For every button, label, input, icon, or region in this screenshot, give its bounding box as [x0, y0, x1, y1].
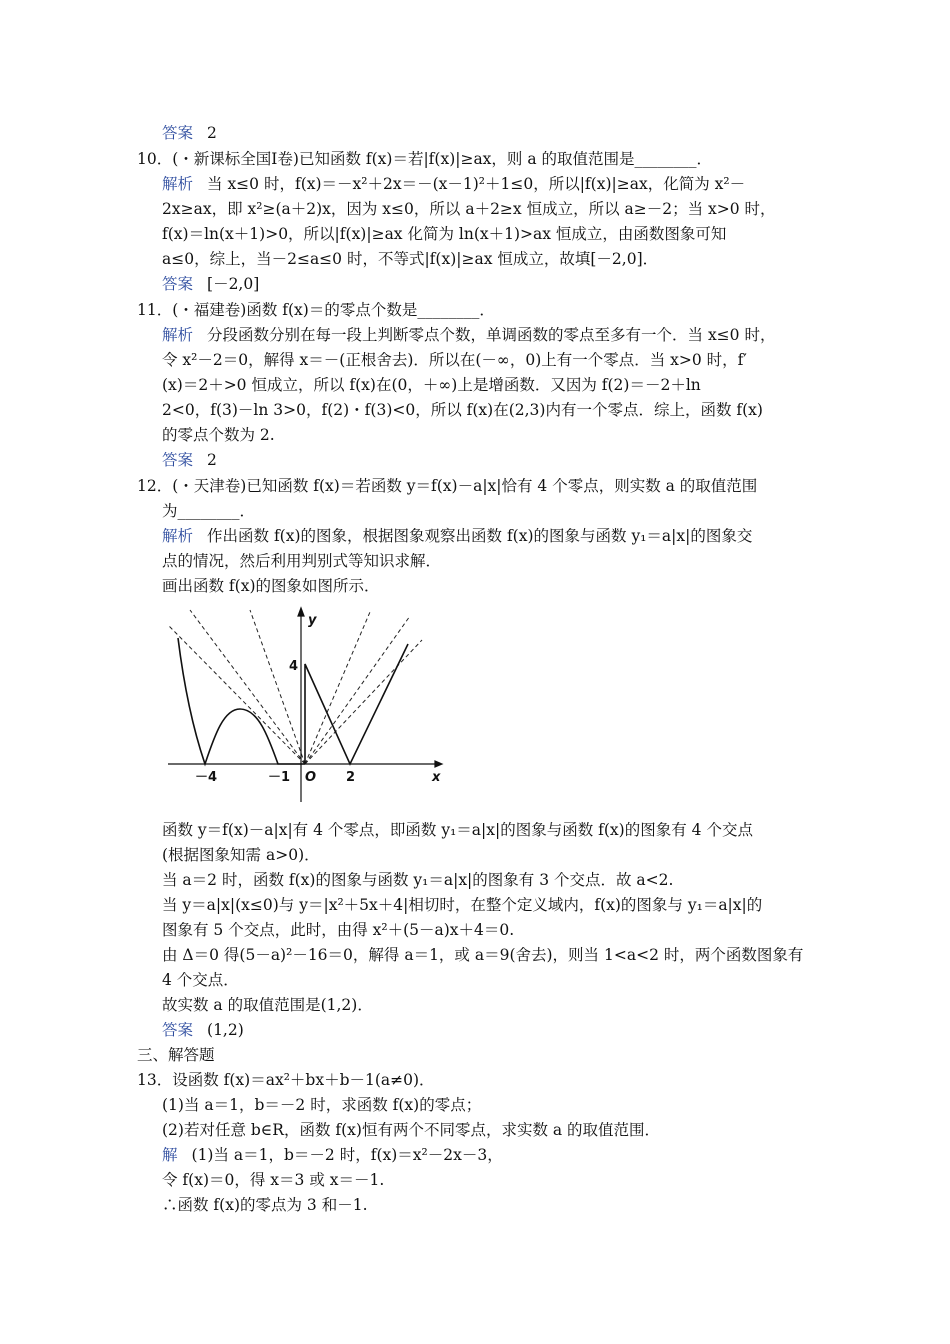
y-axis-label: y: [308, 613, 317, 628]
question-13: 13．设函数 f(x)＝ax²＋bx＋b－1(a≠0)．: [137, 1071, 435, 1089]
answer-label: 答案: [162, 124, 194, 142]
dashed-line: [169, 626, 305, 764]
solution-line: [162, 1145, 503, 1165]
answer-value: [－2,0]: [207, 275, 260, 293]
analysis-line: 2<0，f(3)－ln 3>0，f(2)・f(3)<0，所以 f(x)在(2,3)内有一个零点．综上，函数 f(x): [162, 401, 763, 419]
answer-line-q10: [162, 274, 259, 294]
dashed-line: [250, 610, 305, 764]
answer-label: 答案: [162, 275, 194, 293]
analysis-label: 解析: [162, 175, 194, 193]
answer-value: (1,2): [207, 1021, 244, 1039]
question-11: 11．(・福建卷)函数 f(x)＝的零点个数是________．: [137, 301, 495, 319]
analysis-line: [162, 526, 752, 546]
analysis-line: 图象有 5 个交点，此时，由得 x²＋(5－a)x＋4＝0.: [162, 921, 515, 939]
analysis-line: 令 x²－2＝0，解得 x＝－(正根舍去)．所以在(－∞，0)上有一个零点．当 x>0 时，f′: [162, 351, 747, 369]
dashed-line: [305, 616, 410, 764]
analysis-line: 画出函数 f(x)的图象如图所示．: [162, 577, 380, 595]
solution-line: 令 f(x)＝0，得 x＝3 或 x＝－1.: [162, 1171, 385, 1189]
analysis-line: 函数 y＝f(x)－a|x|有 4 个零点，即函数 y₁＝a|x|的图象与函数 f(x)的图象有 4 个交点: [162, 821, 753, 839]
tick-label-neg4: －4: [195, 770, 218, 785]
answer-line-q9: [162, 123, 217, 143]
solution-line: ∴函数 f(x)的零点为 3 和－1.: [162, 1196, 368, 1214]
section-heading: 三、解答题: [137, 1046, 215, 1064]
analysis-line: 故实数 a 的取值范围是(1,2)．: [162, 996, 373, 1014]
analysis-text: 作出函数 f(x)的图象，根据图象观察出函数 f(x)的图象与函数 y₁＝a|x|的图象交: [207, 527, 753, 545]
function-graph: [160, 606, 450, 808]
analysis-line: [162, 174, 745, 194]
tick-label-4: 4: [289, 659, 299, 674]
analysis-line: 由 Δ＝0 得(5－a)²－16＝0，解得 a＝1，或 a＝9(舍去)，则当 1<a<2 时，两个函数图象有: [162, 946, 804, 964]
analysis-line: a≤0，综上，当－2≤a≤0 时，不等式|f(x)|≥ax 恒成立，故填[－2,0]．: [162, 250, 659, 268]
analysis-text: 分段函数分别在每一段上判断零点个数，单调函数的零点至多有一个．当 x≤0 时，: [207, 326, 776, 344]
question-13-part1: (1)当 a＝1，b＝－2 时，求函数 f(x)的零点；: [162, 1096, 482, 1114]
analysis-line: 当 y＝a|x|(x≤0)与 y＝|x²＋5x＋4|相切时，在整个定义域内，f(x)的图象与 y₁＝a|x|的: [162, 896, 763, 914]
analysis-line: 4 个交点．: [162, 971, 239, 989]
analysis-line: 的零点个数为 2.: [162, 426, 275, 444]
analysis-label: 解析: [162, 527, 194, 545]
analysis-label: 解析: [162, 326, 194, 344]
analysis-text: 当 x≤0 时，f(x)＝－x²＋2x＝－(x－1)²＋1≤0，所以|f(x)|≥ax，化简为 x²－: [207, 175, 746, 193]
origin-label: O: [305, 770, 317, 785]
answer-line-q11: [162, 450, 217, 470]
question-13-part2: (2)若对任意 b∈R，函数 f(x)恒有两个不同零点，求实数 a 的取值范围．: [162, 1121, 661, 1139]
analysis-line: (x)＝2＋>0 恒成立，所以 f(x)在(0，＋∞)上是增函数．又因为 f(2)＝－2＋ln: [162, 376, 701, 394]
question-12-cont: 为________．: [162, 502, 256, 520]
analysis-line: [162, 325, 775, 345]
tick-label-neg1: －1: [268, 770, 291, 785]
x-axis-label: x: [432, 770, 441, 785]
answer-value: 2: [207, 451, 217, 469]
function-curve-left: [178, 638, 305, 764]
x-axis-arrow: [435, 761, 442, 767]
tick-label-2: 2: [346, 770, 356, 785]
solution-text: (1)当 a＝1，b＝－2 时，f(x)＝x²－2x－3，: [191, 1146, 503, 1164]
function-curve-right: [305, 644, 408, 764]
analysis-line: 点的情况，然后利用判别式等知识求解．: [162, 552, 442, 570]
y-axis-arrow: [298, 608, 304, 616]
dashed-line: [190, 610, 305, 764]
question-12: 12．(・天津卷)已知函数 f(x)＝若函数 y＝f(x)－a|x|恰有 4 个零点，则实数 a 的取值范围: [137, 477, 758, 495]
answer-label: 答案: [162, 451, 194, 469]
analysis-line: 当 a＝2 时，函数 f(x)的图象与函数 y₁＝a|x|的图象有 3 个交点．故 a<2.: [162, 871, 674, 889]
analysis-line: (根据图象知需 a>0)．: [162, 846, 320, 864]
answer-label: 答案: [162, 1021, 194, 1039]
question-10: 10．(・新课标全国Ⅰ卷)已知函数 f(x)＝若|f(x)|≥ax，则 a 的取值范围是________．: [137, 150, 713, 168]
answer-line-q12: [162, 1020, 244, 1040]
answer-value: 2: [207, 124, 217, 142]
analysis-line: 2x≥ax，即 x²≥(a＋2)x，因为 x≤0，所以 a＋2≥x 恒成立，所以 a≥－2；当 x>0 时，: [162, 200, 776, 218]
analysis-line: f(x)＝ln(x＋1)>0，所以|f(x)|≥ax 化简为 ln(x＋1)>ax 恒成立，由函数图象可知: [162, 225, 727, 243]
solution-label: 解: [162, 1146, 178, 1164]
